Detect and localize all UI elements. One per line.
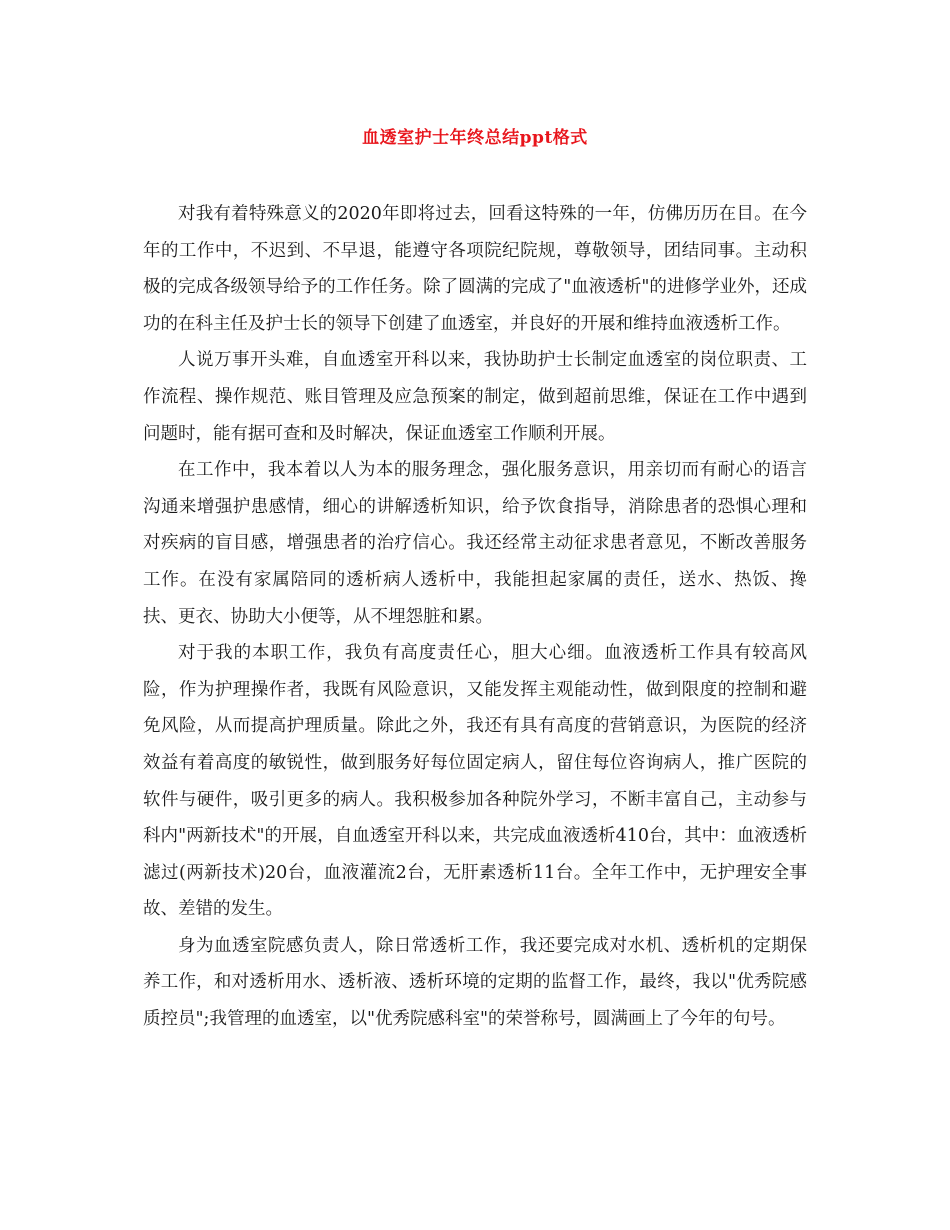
paragraph-4: 对于我的本职工作，我负有高度责任心，胆大心细。血液透析工作具有较高风险，作为护理操作者，我既有风险意识，又能发挥主观能动性，做到限度的控制和避免风险，从而提高护理质量。除此之外，我还有具有高度的营销意识，为医院的经济效益有着高度的敏锐性，做到服务好每位固定病人，留住每位咨询病人，推广医院的软件与硬件，吸引更多的病人。我积极参加各种院外学习，不断丰富自己，主动参与科内"两新技术"的开展，自血透室开科以来，共完成血液透析410台，其中：血液透析滤过(两新技术)20台，血液灌流2台，无肝素透析11台。全年工作中，无护理安全事故、差错的发生。: [143, 643, 807, 920]
paragraph-2: 人说万事开头难，自血透室开科以来，我协助护士长制定血透室的岗位职责、工作流程、操作规范、账目管理及应急预案的制定，做到超前思维，保证在工作中遇到问题时，能有据可查和及时解决，保证血透室工作顺利开展。: [143, 350, 807, 444]
document-title: 血透室护士年终总结ppt格式: [362, 128, 588, 148]
document-body: [143, 196, 807, 1038]
paragraph-1: 对我有着特殊意义的2020年即将过去，回看这特殊的一年，仿佛历历在目。在今年的工作中，不迟到、不早退，能遵守各项院纪院规，尊敬领导，团结同事。主动积极的完成各级领导给予的工作任务。除了圆满的完成了"血液透析"的进修学业外，还成功的在科主任及护士长的领导下创建了血透室，并良好的开展和维持血液透析工作。: [143, 204, 807, 334]
paragraph-3: 在工作中，我本着以人为本的服务理念，强化服务意识，用亲切而有耐心的语言沟通来增强护患感情，细心的讲解透析知识，给予饮食指导，消除患者的恐惧心理和对疾病的盲目感，增强患者的治疗信心。我还经常主动征求患者意见，不断改善服务工作。在没有家属陪同的透析病人透析中，我能担起家属的责任，送水、热饭、搀扶、更衣、协助大小便等，从不埋怨脏和累。: [143, 460, 807, 627]
paragraph-5: 身为血透室院感负责人，除日常透析工作，我还要完成对水机、透析机的定期保养工作，和对透析用水、透析液、透析环境的定期的监督工作，最终，我以"优秀院感质控员";我管理的血透室，以"优秀院感科室"的荣誉称号，圆满画上了今年的句号。: [143, 935, 807, 1030]
